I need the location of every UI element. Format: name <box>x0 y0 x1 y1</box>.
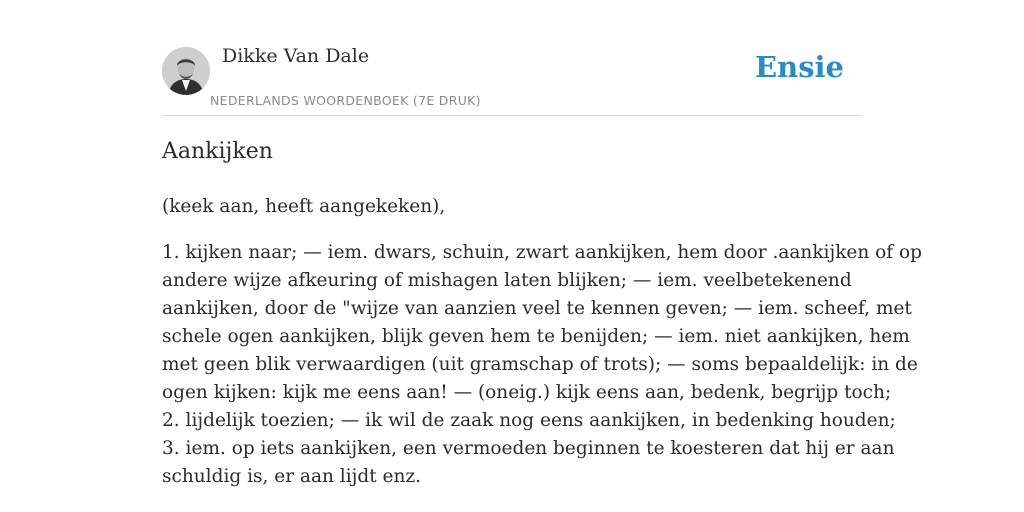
definition-line: 1. kijken naar; — iem. dwars, schuin, zwart aankijken, hem door .aankijken of op <box>162 242 922 263</box>
definition-line: met geen blik verwaardigen (uit gramschap of trots); — soms bepaaldelijk: in de <box>162 354 918 375</box>
entry-forms: (keek aan, heeft aangekeken), <box>162 196 446 217</box>
entry-definition <box>162 239 922 491</box>
entry-title: Aankijken <box>162 139 273 164</box>
source-label[interactable]: NEDERLANDS WOORDENBOEK (7E DRUK) <box>210 93 481 108</box>
definition-line: 3. iem. op iets aankijken, een vermoeden beginnen te koesteren dat hij er aan <box>162 438 895 459</box>
entry-page <box>162 0 922 512</box>
definition-line: 2. lijdelijk toezien; — ik wil de zaak nog eens aankijken, in bedenking houden; <box>162 410 896 431</box>
header <box>162 0 862 116</box>
definition-line: schele ogen aankijken, blijk geven hem te benijden; — iem. niet aankijken, hem <box>162 326 910 347</box>
portrait-image <box>162 47 210 95</box>
ensie-logo-link[interactable]: Ensie <box>755 50 844 84</box>
definition-line: andere wijze afkeuring of mishagen laten blijken; — iem. veelbetekenend <box>162 270 852 291</box>
author-name[interactable]: Dikke Van Dale <box>222 45 370 67</box>
definition-line: aankijken, door de "wijze van aanzien veel te kennen geven; — iem. scheef, met <box>162 298 912 319</box>
author-avatar[interactable] <box>162 47 210 95</box>
definition-line: schuldig is, er aan lijdt enz. <box>162 466 421 487</box>
definition-line: ogen kijken: kijk me eens aan! — (oneig.) kijk eens aan, bedenk, begrijp toch; <box>162 382 892 403</box>
